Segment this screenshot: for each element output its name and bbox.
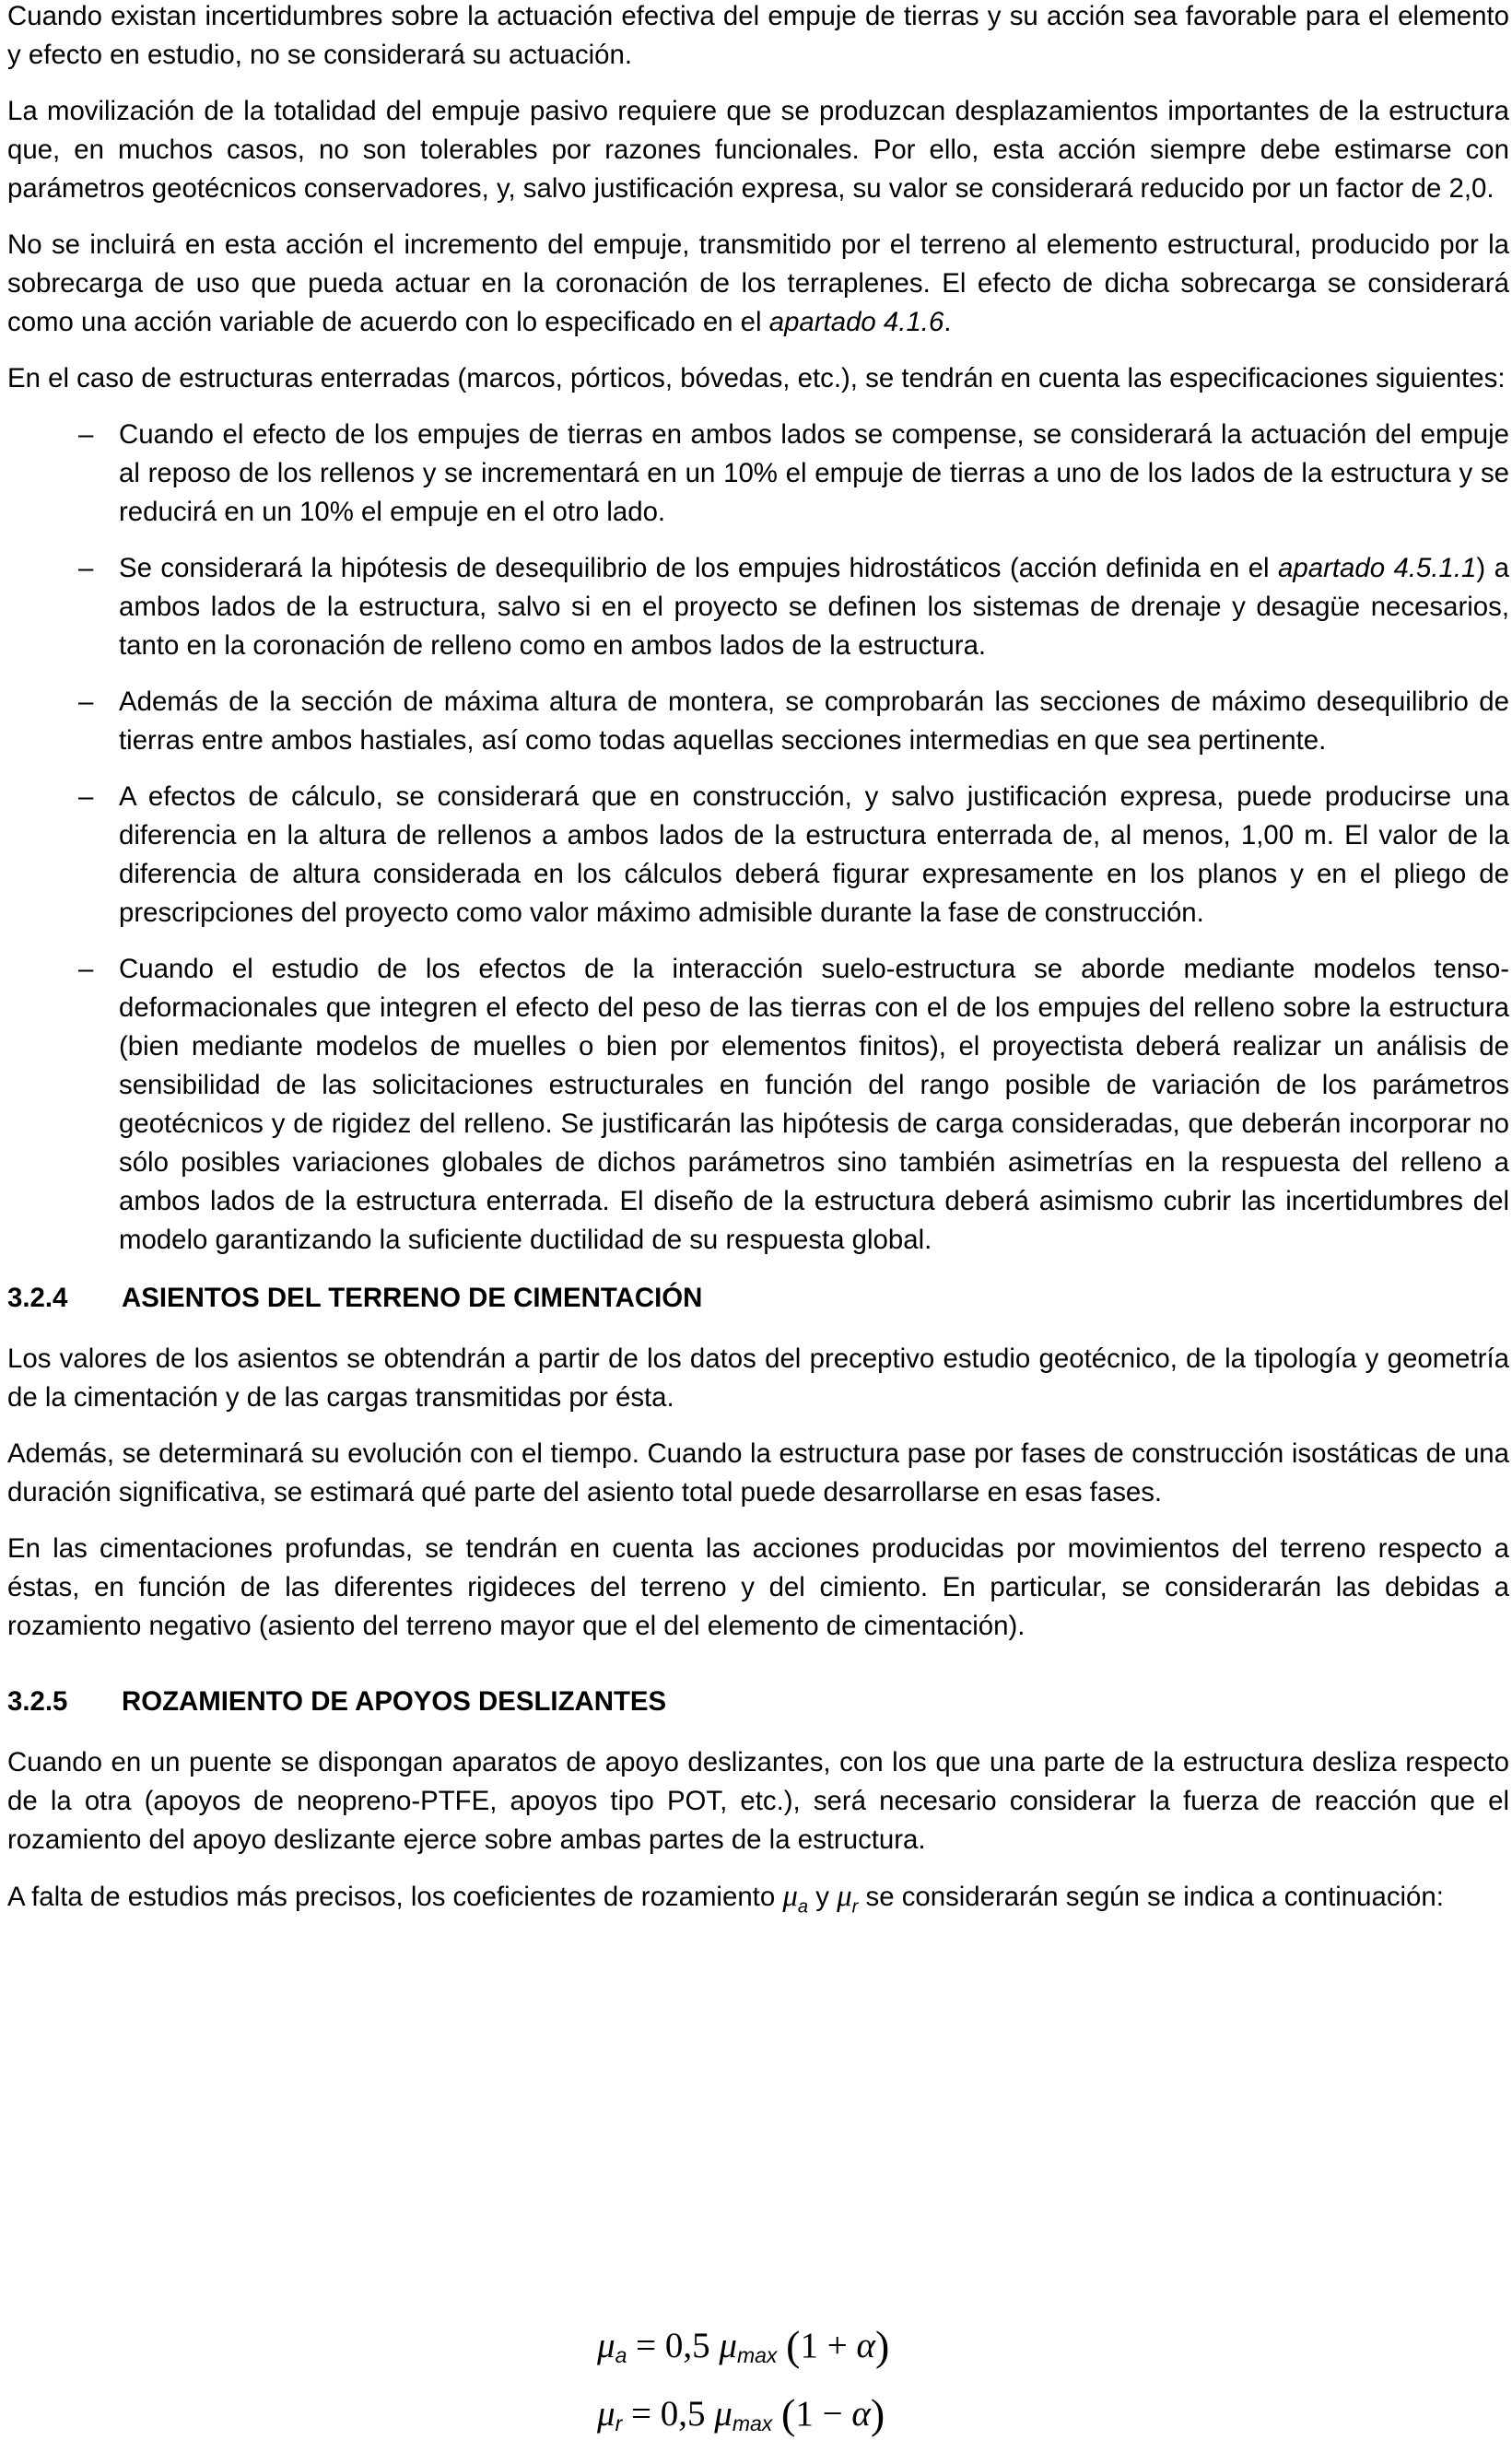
friction-text-b: se considerarán según se indica a continuación: bbox=[858, 1882, 1444, 1912]
list-dash: – bbox=[78, 686, 94, 717]
mu-r-symbol: $\mu_r$ bbox=[837, 1880, 859, 1918]
paragraph-passive-thrust: La movilización de la totalidad del empuje pasivo requiere que se produzcan desplazamientos importantes de la estructura que, en muchos casos, no son tolerables por razones funcionales. Por ello, esta acción siempre debe estimarse con parámetros geotécnicos conservadores, y, salvo justificación expresa, su valor se considerará reducido por un factor de 2,0. bbox=[7, 96, 1509, 204]
section-title: ASIENTOS DEL TERRENO DE CIMENTACIÓN bbox=[122, 1283, 703, 1313]
list-item bbox=[7, 683, 1509, 760]
paragraph-settlement-evolution: Además, se determinará su evolución con el tiempo. Cuando la estructura pase por fases de construcción isostáticas de una duración significativa, se estimará qué parte del asiento total puede desarrollarse en esas fases. bbox=[7, 1438, 1509, 1508]
section-number: 3.2.5 bbox=[7, 1686, 68, 1717]
list-item bbox=[7, 950, 1509, 1260]
paragraph-deep-foundations: En las cimentaciones profundas, se tendrán en cuenta las acciones producidas por movimientos del terreno respecto a éstas, en función de las diferentes rigideces del terreno y del cimiento. En particular, se considerarán las debidas a rozamiento negativo (asiento del terreno mayor que el del elemento de cimentación). bbox=[7, 1533, 1509, 1641]
list-item-text: Cuando el efecto de los empujes de tierras en ambos lados se compense, se considerará la actuación del empuje al reposo de los rellenos y se incrementará en un 10% el empuje de tierras a uno de los lados de la estructura y se reducirá en un 10% el empuje en el otro lado. bbox=[119, 419, 1509, 527]
list-item-text: Cuando el estudio de los efectos de la interacción suelo-estructura se aborde mediante modelos tenso-deformacionales que integren el efecto del peso de las tierras con el de los empujes del relleno sobre la estructura (bien mediante modelos de muelles o bien por elementos finitos), el proyectista deberá realizar un análisis de sensibilidad de las solicitaciones estructurales en función del rango posible de variación de los parámetros geotécnicos y de rigidez del relleno. Se justificarán las hipótesis de carga consideradas, que deberán incorporar no sólo posibles variaciones globales de dichos parámetros sino también asimetrías en la respuesta del relleno a ambos lados de la estructura enterrada. El diseño de la estructura deberá asimismo cubrir las incertidumbres del modelo garantizando la suficiente ductilidad de su respuesta global. bbox=[119, 954, 1509, 1255]
paragraph-friction-coefficients bbox=[7, 1877, 1509, 1927]
list-dash: – bbox=[78, 954, 94, 984]
section-number: 3.2.4 bbox=[7, 1283, 68, 1313]
surcharge-text-a: No se incluirá en esta acción el incremento del empuje, transmitido por el terreno al elemento estructural, producido por la sobrecarga de uso que pueda actuar en la coronación de los terraplenes. El efecto de dicha sobrecarga se considerará como una acción variable de acuerdo con lo especificado en el bbox=[7, 229, 1509, 337]
list-item-text: Además de la sección de máxima altura de montera, se comprobarán las secciones de máximo desequilibrio de tierras entre ambos hastiales, así como todas aquellas secciones intermedias en que sea pertinente. bbox=[119, 686, 1509, 756]
list-item bbox=[7, 778, 1509, 933]
list-dash: – bbox=[78, 781, 94, 812]
paragraph-settlement-values: Los valores de los asientos se obtendrán a partir de los datos del preceptivo estudio geotécnico, de la tipología y geometría de la cimentación y de las cargas transmitidas por ésta. bbox=[7, 1343, 1509, 1413]
list-item bbox=[7, 416, 1509, 532]
section-reference-4-5-1-1: apartado 4.5.1.1 bbox=[1278, 553, 1477, 583]
list-dash: – bbox=[78, 553, 94, 583]
mu-a-symbol: $\mu_a$ bbox=[782, 1880, 809, 1918]
friction-text-y: y bbox=[808, 1882, 838, 1912]
paragraph-buried-structures: En el caso de estructuras enterradas (marcos, pórticos, bóvedas, etc.), se tendrán en cuenta las especificaciones siguientes: bbox=[7, 363, 1506, 393]
surcharge-text-b: . bbox=[944, 307, 952, 337]
list-dash: – bbox=[78, 419, 94, 450]
document-page bbox=[7, 0, 1509, 1927]
list-item-text: A efectos de cálculo, se considerará que en construcción, y salvo justificación expresa, puede producirse una diferencia en la altura de rellenos a ambos lados de la estructura enterrada de, al menos, 1,00 m. El valor de la diferencia de altura considerada en los cálculos deberá figurar expresamente en los planos y en el pliego de prescripciones del proyecto como valor máximo admisible durante la fase de construcción. bbox=[119, 781, 1509, 928]
section-title: ROZAMIENTO DE APOYOS DESLIZANTES bbox=[122, 1686, 667, 1717]
formula-mu-a: $\mu_a = 0,5$ $\mu_{max}$ (1 + α) bbox=[597, 2322, 890, 2369]
list-item-text-a: Se considerará la hipótesis de desequilibrio de los empujes hidrostáticos (acción definida en el bbox=[119, 553, 1279, 583]
list-item bbox=[7, 549, 1509, 665]
paragraph-uncertainty: Cuando existan incertidumbres sobre la actuación efectiva del empuje de tierras y su acción sea favorable para el elemento y efecto en estudio, no se considerará su actuación. bbox=[7, 1, 1509, 70]
paragraph-surcharge bbox=[7, 226, 1509, 342]
section-heading-3-2-5 bbox=[7, 1683, 1509, 1721]
section-reference-4-1-6: apartado 4.1.6 bbox=[768, 307, 944, 337]
paragraph-sliding-bearings: Cuando en un puente se dispongan aparatos de apoyo deslizantes, con los que una parte de la estructura desliza respecto de la otra (apoyos de neopreno-PTFE, apoyos tipo POT, etc.), será necesario considerar la fuerza de reacción que el rozamiento del apoyo deslizante ejerce sobre ambas partes de la estructura. bbox=[7, 1747, 1509, 1855]
specifications-list bbox=[7, 416, 1509, 1260]
list-item-text-b: ) a ambos lados de la estructura, salvo si en el proyecto se definen los sistemas de drenaje y desagüe necesarios, tanto en la coronación de relleno como en ambos lados de la estructura. bbox=[119, 553, 1509, 661]
section-heading-3-2-4 bbox=[7, 1279, 1509, 1318]
formula-mu-r: $\mu_r = 0,5$ $\mu_{max}$ (1 − α) bbox=[597, 2390, 885, 2437]
friction-text-a: A falta de estudios más precisos, los coeficientes de rozamiento bbox=[7, 1882, 783, 1912]
